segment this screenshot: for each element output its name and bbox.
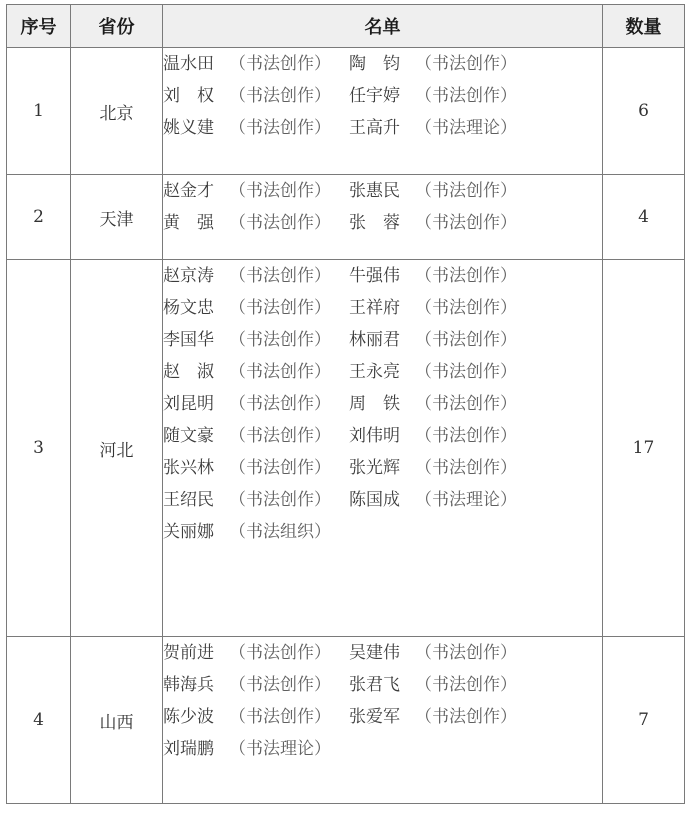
row-no: 3 <box>7 260 71 637</box>
row-province: 山西 <box>71 637 163 804</box>
member-category: （书法创作） <box>415 213 517 233</box>
name-line <box>163 356 602 388</box>
member-entry <box>349 388 535 420</box>
row-province: 河北 <box>71 260 163 637</box>
member-entry <box>349 80 535 112</box>
member-name: 陶 钧 <box>349 54 400 74</box>
table-header-row <box>7 5 685 48</box>
member-name: 随文豪 <box>163 426 214 446</box>
name-line <box>163 701 602 733</box>
name-line <box>163 175 602 207</box>
member-category: （书法创作） <box>415 298 517 318</box>
member-category: （书法创作） <box>415 181 517 201</box>
row-names <box>163 260 603 637</box>
member-name: 张惠民 <box>349 181 400 201</box>
member-category: （书法创作） <box>229 54 331 74</box>
name-line <box>163 669 602 701</box>
member-entry <box>349 48 535 80</box>
name-line <box>163 207 602 239</box>
row-no: 1 <box>7 48 71 175</box>
row-count: 4 <box>603 175 685 260</box>
member-name: 温水田 <box>163 54 214 74</box>
member-category: （书法创作） <box>229 426 331 446</box>
row-names <box>163 48 603 175</box>
member-name: 刘瑞鹏 <box>163 739 214 759</box>
header-count: 数量 <box>603 5 685 48</box>
member-entry <box>163 356 349 388</box>
member-category: （书法理论） <box>415 118 517 138</box>
row-count: 7 <box>603 637 685 804</box>
name-line <box>163 388 602 420</box>
member-category: （书法创作） <box>229 675 331 695</box>
header-province: 省份 <box>71 5 163 48</box>
member-name: 赵金才 <box>163 181 214 201</box>
member-entry <box>349 356 535 388</box>
member-name: 王绍民 <box>163 490 214 510</box>
header-names: 名单 <box>163 5 603 48</box>
member-entry <box>349 175 535 207</box>
roster-table <box>6 4 685 804</box>
member-category: （书法创作） <box>415 266 517 286</box>
row-count: 17 <box>603 260 685 637</box>
name-line <box>163 260 602 292</box>
member-name: 周 铁 <box>349 394 400 414</box>
member-entry <box>163 388 349 420</box>
member-name: 王祥府 <box>349 298 400 318</box>
member-entry <box>163 112 349 144</box>
member-category: （书法理论） <box>415 490 517 510</box>
member-entry <box>349 669 535 701</box>
member-entry <box>349 637 535 669</box>
member-name: 张兴林 <box>163 458 214 478</box>
member-category: （书法创作） <box>229 707 331 727</box>
member-entry <box>163 637 349 669</box>
member-name: 陈少波 <box>163 707 214 727</box>
member-name: 刘 权 <box>163 86 214 106</box>
member-category: （书法创作） <box>415 362 517 382</box>
member-entry <box>163 733 349 765</box>
member-entry <box>163 80 349 112</box>
member-name: 吴建伟 <box>349 643 400 663</box>
name-line <box>163 292 602 324</box>
name-line <box>163 733 602 765</box>
member-entry <box>163 207 349 239</box>
member-name: 赵 淑 <box>163 362 214 382</box>
member-entry <box>349 292 535 324</box>
member-entry <box>349 420 535 452</box>
member-name: 赵京涛 <box>163 266 214 286</box>
member-category: （书法创作） <box>229 298 331 318</box>
member-name: 韩海兵 <box>163 675 214 695</box>
member-category: （书法创作） <box>415 426 517 446</box>
name-line <box>163 80 602 112</box>
member-name: 刘伟明 <box>349 426 400 446</box>
member-category: （书法创作） <box>415 707 517 727</box>
member-category: （书法组织） <box>229 522 331 542</box>
member-category: （书法创作） <box>415 458 517 478</box>
member-category: （书法创作） <box>229 490 331 510</box>
member-name: 任宇婷 <box>349 86 400 106</box>
name-line <box>163 516 602 548</box>
header-no: 序号 <box>7 5 71 48</box>
member-category: （书法创作） <box>229 362 331 382</box>
member-category: （书法创作） <box>229 181 331 201</box>
row-names <box>163 637 603 804</box>
member-name: 张君飞 <box>349 675 400 695</box>
member-name: 刘昆明 <box>163 394 214 414</box>
row-names <box>163 175 603 260</box>
member-entry <box>163 516 349 548</box>
member-category: （书法创作） <box>229 266 331 286</box>
member-entry <box>349 112 535 144</box>
table-row <box>7 260 685 637</box>
member-entry <box>163 48 349 80</box>
member-name: 关丽娜 <box>163 522 214 542</box>
member-category: （书法创作） <box>415 643 517 663</box>
member-entry <box>349 324 535 356</box>
member-entry <box>349 701 535 733</box>
member-category: （书法创作） <box>415 54 517 74</box>
name-line <box>163 484 602 516</box>
member-name: 张 蓉 <box>349 213 400 233</box>
member-category: （书法创作） <box>229 213 331 233</box>
member-entry <box>163 669 349 701</box>
member-name: 杨文忠 <box>163 298 214 318</box>
member-name: 李国华 <box>163 330 214 350</box>
name-line <box>163 112 602 144</box>
row-no: 2 <box>7 175 71 260</box>
member-category: （书法创作） <box>415 86 517 106</box>
member-entry <box>163 260 349 292</box>
member-entry <box>163 324 349 356</box>
row-province: 天津 <box>71 175 163 260</box>
member-category: （书法创作） <box>415 330 517 350</box>
member-entry <box>349 207 535 239</box>
member-entry <box>163 292 349 324</box>
member-category: （书法创作） <box>229 330 331 350</box>
row-count: 6 <box>603 48 685 175</box>
member-name: 陈国成 <box>349 490 400 510</box>
member-category: （书法创作） <box>229 394 331 414</box>
name-line <box>163 324 602 356</box>
member-category: （书法创作） <box>229 643 331 663</box>
member-entry <box>349 484 535 516</box>
member-entry <box>349 260 535 292</box>
member-category: （书法理论） <box>229 739 331 759</box>
row-province: 北京 <box>71 48 163 175</box>
table-row <box>7 637 685 804</box>
member-name: 王高升 <box>349 118 400 138</box>
member-category: （书法创作） <box>415 675 517 695</box>
member-name: 王永亮 <box>349 362 400 382</box>
name-line <box>163 452 602 484</box>
member-name: 牛强伟 <box>349 266 400 286</box>
member-entry <box>163 452 349 484</box>
name-line <box>163 48 602 80</box>
member-entry <box>163 420 349 452</box>
name-line <box>163 420 602 452</box>
member-entry <box>163 175 349 207</box>
row-no: 4 <box>7 637 71 804</box>
table-row <box>7 175 685 260</box>
table-row <box>7 48 685 175</box>
member-name: 张光辉 <box>349 458 400 478</box>
member-name: 张爱军 <box>349 707 400 727</box>
member-name: 姚义建 <box>163 118 214 138</box>
member-name: 林丽君 <box>349 330 400 350</box>
member-category: （书法创作） <box>229 86 331 106</box>
member-entry <box>349 452 535 484</box>
member-entry <box>163 701 349 733</box>
member-category: （书法创作） <box>229 118 331 138</box>
member-name: 贺前进 <box>163 643 214 663</box>
member-category: （书法创作） <box>229 458 331 478</box>
member-category: （书法创作） <box>415 394 517 414</box>
member-entry <box>163 484 349 516</box>
member-name: 黄 强 <box>163 213 214 233</box>
name-line <box>163 637 602 669</box>
